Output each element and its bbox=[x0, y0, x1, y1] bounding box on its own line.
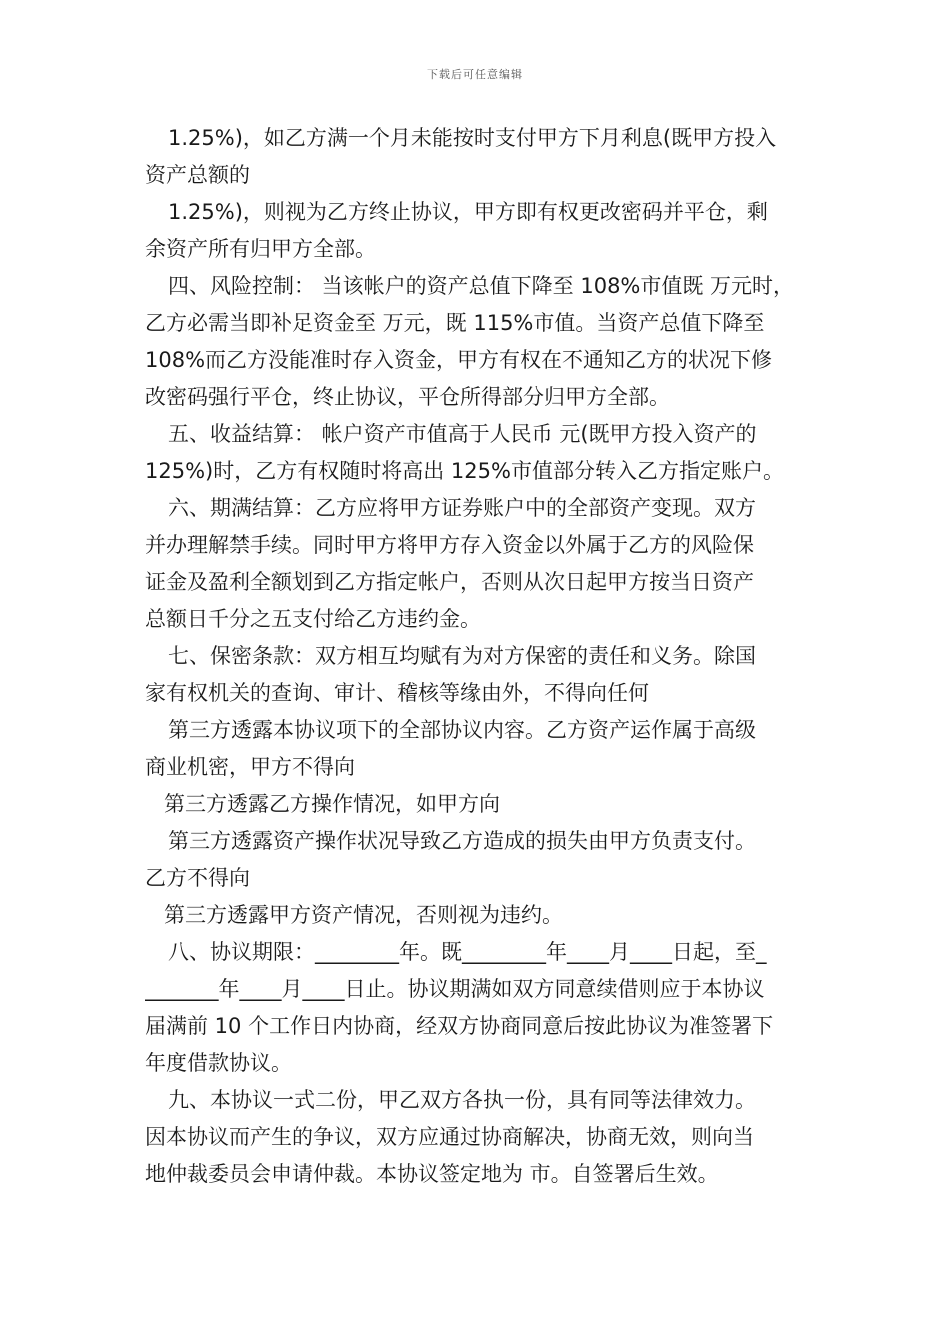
page-header: 下载后可任意编辑 bbox=[427, 68, 523, 81]
text-line: 108%而乙方没能准时存入资金，甲方有权在不通知乙方的状况下修 bbox=[145, 348, 773, 372]
text-line: 改密码强行平仓，终止协议，平仓所得部分归甲方全部。 bbox=[145, 385, 670, 409]
text-line: 总额日千分之五支付给乙方违约金。 bbox=[145, 607, 481, 631]
text-line: 家有权机关的查询、审计、稽核等缘由外，不得向任何 bbox=[145, 681, 649, 705]
text-line: 乙方必需当即补足资金至 万元，既 115%市值。当资产总值下降至 bbox=[145, 311, 765, 335]
text-line: _______年____月____日止。协议期满如双方同意续借则应于本协议 bbox=[145, 977, 765, 1001]
text-line: 地仲裁委员会申请仲裁。本协议签定地为 市。自签署后生效。 bbox=[145, 1162, 719, 1186]
text-line: 第三方透露本协议项下的全部协议内容。乙方资产运作属于高级 bbox=[168, 718, 756, 742]
text-line: 届满前 10 个工作日内协商，经双方协商同意后按此协议为准签署下 bbox=[145, 1014, 774, 1038]
text-line: 并办理解禁手续。同时甲方将甲方存入资金以外属于乙方的风险保 bbox=[145, 533, 754, 557]
document-body bbox=[145, 120, 810, 1193]
text-line: 商业机密，甲方不得向 bbox=[145, 755, 355, 779]
text-line: 乙方不得向 bbox=[145, 866, 250, 890]
text-line: 证金及盈利全额划到乙方指定帐户，否则从次日起甲方按当日资产 bbox=[145, 570, 754, 594]
text-line: 1.25%)，如乙方满一个月未能按时支付甲方下月利息(既甲方投入 bbox=[168, 126, 777, 150]
section-four-heading-line: 四、风险控制： 当该帐户的资产总值下降至 108%市值既 万元时， bbox=[168, 274, 795, 298]
section-five-heading-line: 五、收益结算： 帐户资产市值高于人民币 元(既甲方投入资产的 bbox=[168, 422, 757, 446]
text-line: 1.25%)，则视为乙方终止协议，甲方即有权更改密码并平仓，剩 bbox=[168, 200, 768, 224]
text-line: 因本协议而产生的争议，双方应通过协商解决，协商无效，则向当 bbox=[145, 1125, 754, 1149]
text-line: 125%)时，乙方有权随时将高出 125%市值部分转入乙方指定账户。 bbox=[145, 459, 784, 483]
section-seven-heading-line: 七、保密条款：双方相互均赋有为对方保密的责任和义务。除国 bbox=[168, 644, 756, 668]
text-line: 第三方透露资产操作状况导致乙方造成的损失由甲方负责支付。 bbox=[168, 829, 756, 853]
section-six-heading-line: 六、期满结算：乙方应将甲方证券账户中的全部资产变现。双方 bbox=[168, 496, 756, 520]
text-line: 余资产所有归甲方全部。 bbox=[145, 237, 376, 261]
text-line: 第三方透露乙方操作情况，如甲方向 bbox=[164, 792, 500, 816]
text-line: 资产总额的 bbox=[145, 163, 250, 187]
text-line: 第三方透露甲方资产情况，否则视为违约。 bbox=[164, 903, 563, 927]
text-line: 年度借款协议。 bbox=[145, 1051, 292, 1075]
section-eight-heading-line: 八、协议期限：________年。既________年____月____日起，至_ bbox=[168, 940, 767, 964]
section-nine-heading-line: 九、本协议一式二份，甲乙双方各执一份，具有同等法律效力。 bbox=[168, 1088, 756, 1112]
